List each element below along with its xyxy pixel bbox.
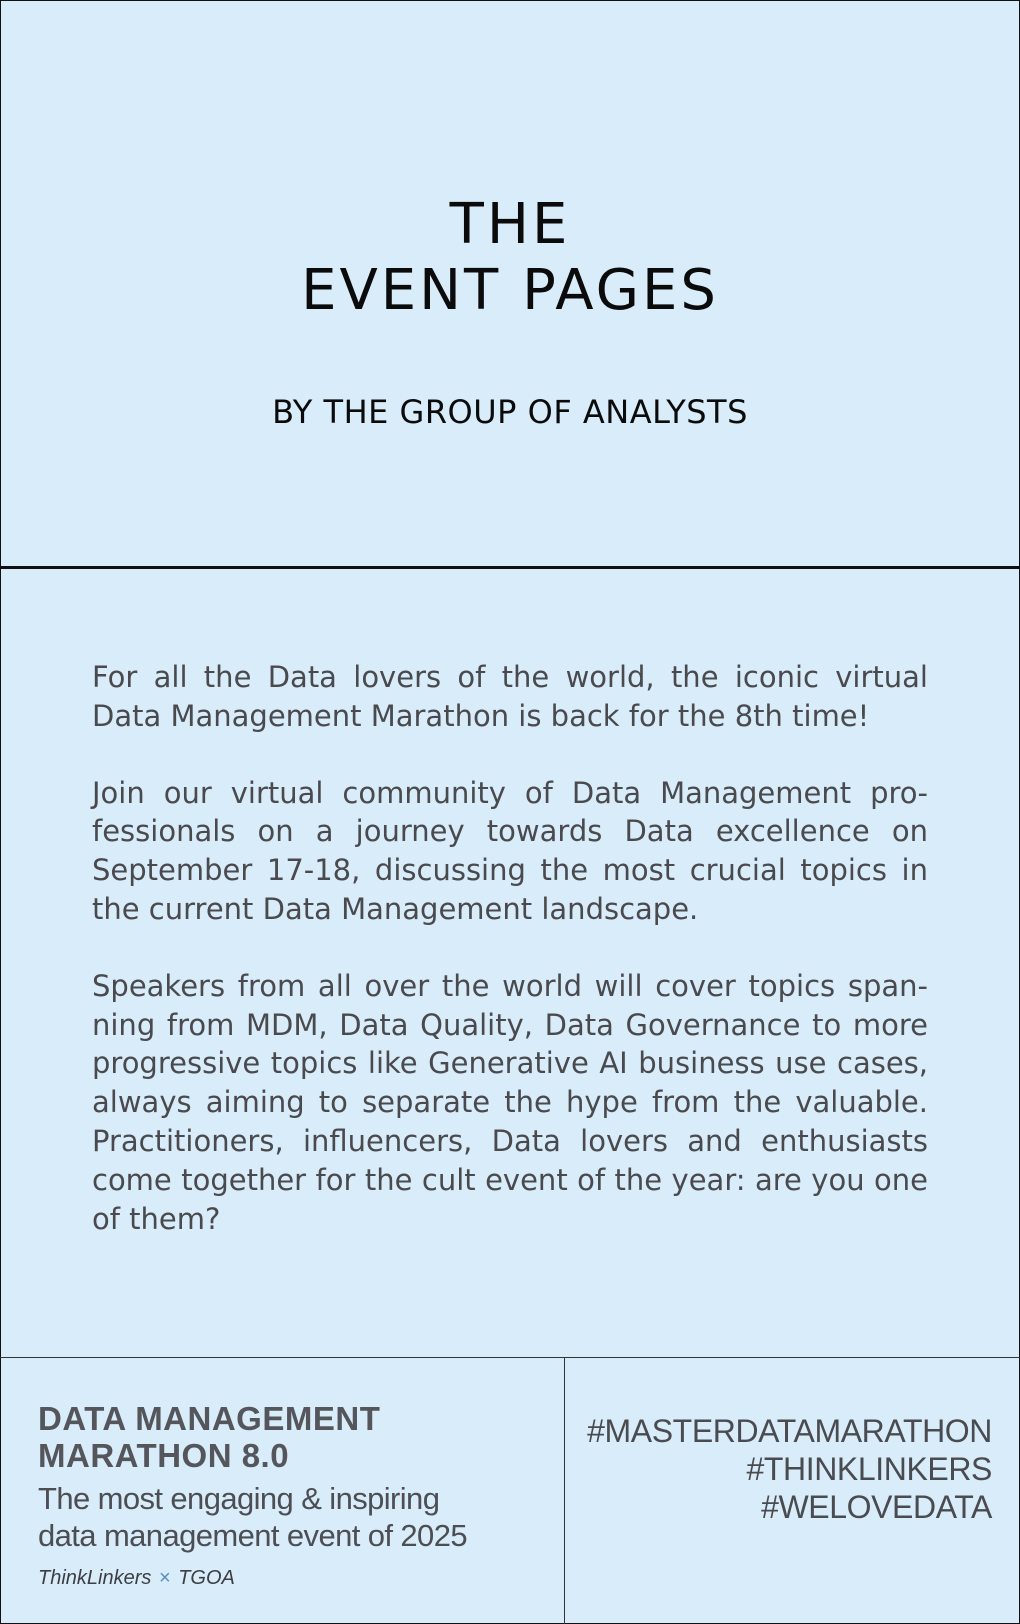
hashtag-masterdatamarathon: #MASTERDATAMARATHON (587, 1413, 992, 1449)
page-title-line-2: EVENT PAGES (301, 258, 719, 323)
event-name-line-2: MARATHON 8.0 (38, 1437, 290, 1474)
credit-tgoa: TGOA (178, 1567, 235, 1589)
event-name (38, 1400, 548, 1474)
description-paragraph-3: Speakers from all over the world will cover topics spanning from MDM, Data Quality, Data Governance to more progressive topics like Generative AI business use cases, always aiming to separate the hype from the valuable. Practitioners, influencers, Data lovers and enthusiasts come together for the cult event of the year: are you one of them? (92, 968, 928, 1236)
page-title (0, 192, 1020, 324)
description-paragraph-1: For all the Data lovers of the world, the iconic virtual Data Management Marathon is back for the 8th time! (92, 660, 928, 733)
event-name-line-1: DATA MANAGEMENT (38, 1400, 381, 1437)
description-paragraph-2: Join our virtual community of Data Management professionals on a journey towards Data excellence on September 17-18, discussing the most crucial topics in the current Data Management landscape. (92, 775, 928, 926)
hashtag-thinklinkers: #THINKLINKERS (746, 1451, 992, 1487)
page-subtitle: BY THE GROUP OF ANALYSTS (272, 393, 748, 431)
footer-event-info (38, 1400, 548, 1590)
hashtag-list (570, 1412, 992, 1526)
credit-thinklinkers: ThinkLinkers (38, 1567, 152, 1589)
credit-separator: × (158, 1567, 171, 1589)
organizer-credits (38, 1566, 548, 1590)
footer-column-divider (564, 1357, 565, 1624)
footer-divider (0, 1357, 1020, 1358)
section-divider (0, 566, 1020, 569)
tagline-line-2: data management event of 2025 (38, 1518, 467, 1553)
page-title-line-1: THE (449, 192, 571, 257)
event-tagline (38, 1480, 548, 1554)
frame-border-top (0, 0, 1020, 1)
hashtag-welovedata: #WELOVEDATA (761, 1489, 992, 1525)
tagline-line-1: The most engaging & inspiring (38, 1481, 440, 1516)
event-description (92, 658, 928, 1276)
